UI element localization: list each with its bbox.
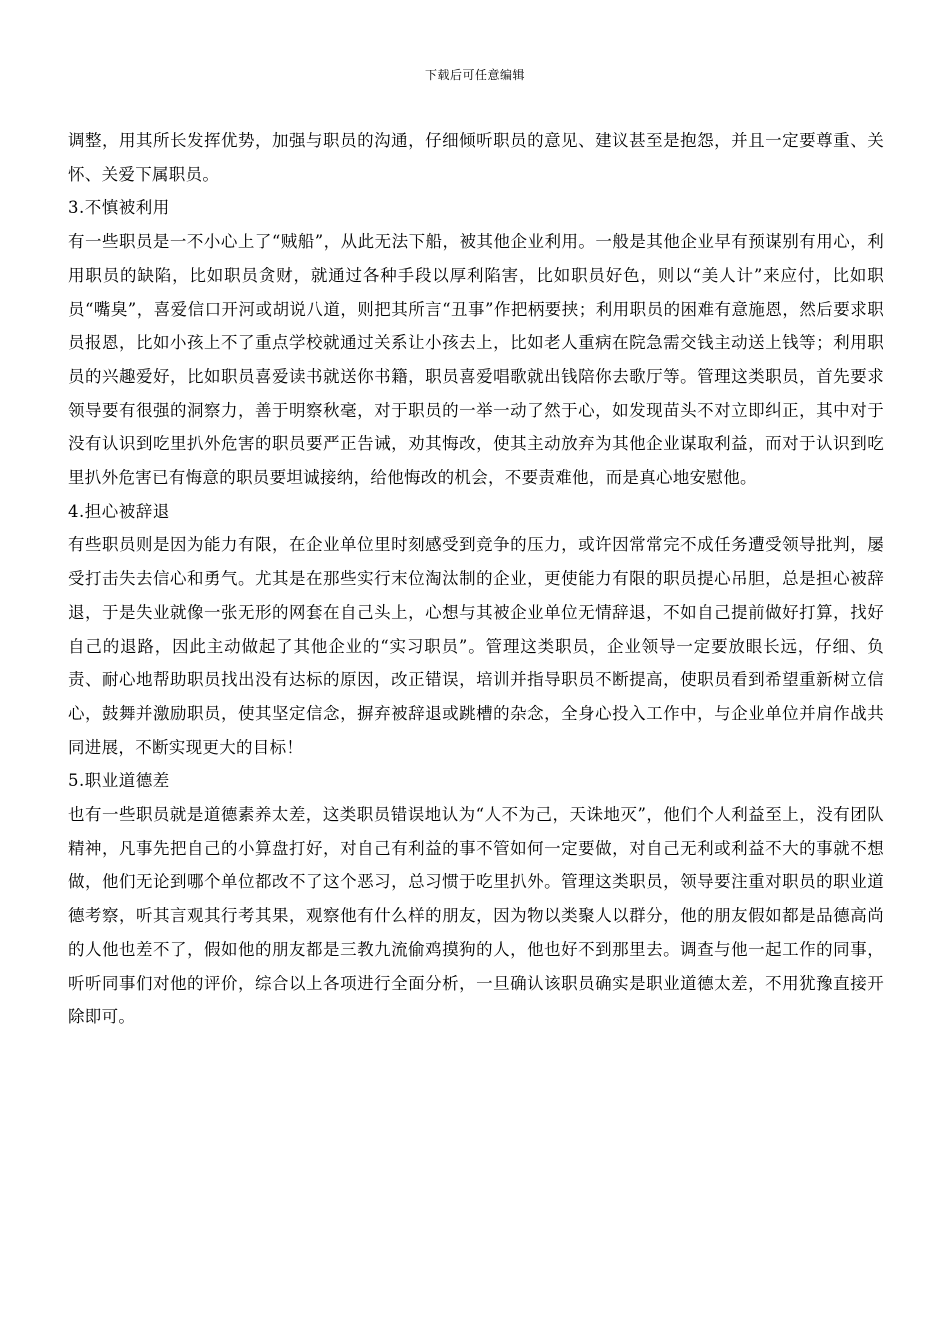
document-body: [68, 124, 884, 1034]
section-heading-4: 4.担心被辞退: [68, 501, 170, 521]
section-heading-3: 3.不慎被利用: [68, 198, 170, 218]
paragraph-intro: 调整，用其所长发挥优势，加强与职员的沟通，仔细倾听职员的意见、建议甚至是抱怨，并且一定要尊重、关怀、关爱下属职员。: [68, 131, 884, 184]
page-header: 下载后可任意编辑: [424, 68, 525, 82]
paragraph-section-4: 有些职员则是因为能力有限，在企业单位里时刻感受到竞争的压力，或许因常常完不成任务遭受领导批判，屡受打击失去信心和勇气。尤其是在那些实行末位淘汰制的企业，更使能力有限的职员提心吊胆，总是担心被辞退，于是失业就像一张无形的网套在自己头上，心想与其被企业单位无情辞退，不如自己提前做好打算，找好自己的退路，因此主动做起了其他企业的“实习职员”。管理这类职员，企业领导一定要放眼长远，仔细、负责、耐心地帮助职员找出没有达标的原因，改正错误，培训并指导职员不断提高，使职员看到希望重新树立信心，鼓舞并激励职员，使其坚定信念，摒弃被辞退或跳槽的杂念，全身心投入工作中，与企业单位并肩作战共同进展，不断实现更大的目标！: [68, 535, 884, 757]
paragraph-section-3: 有一些职员是一不小心上了“贼船”，从此无法下船，被其他企业利用。一般是其他企业早有预谋别有用心，利用职员的缺陷，比如职员贪财，就通过各种手段以厚利陷害，比如职员好色，则以“美人计”来应付，比如职员“嘴臭”，喜爱信口开河或胡说八道，则把其所言“丑事”作把柄要挟；利用职员的困难有意施恩，然后要求职员报恩，比如小孩上不了重点学校就通过关系让小孩去上，比如老人重病在院急需交钱主动送上钱等；利用职员的兴趣爱好，比如职员喜爱读书就送你书籍，职员喜爱唱歌就出钱陪你去歌厅等。管理这类职员，首先要求领导要有很强的洞察力，善于明察秋毫，对于职员的一举一动了然于心，如发现苗头不对立即纠正，其中对于没有认识到吃里扒外危害的职员要严正告诫，劝其悔改，使其主动放弃为其他企业谋取利益，而对于认识到吃里扒外危害已有悔意的职员要坦诚接纳，给他悔改的机会，不要责难他，而是真心地安慰他。: [68, 232, 884, 488]
section-heading-5: 5.职业道德差: [68, 771, 170, 791]
paragraph-section-5: 也有一些职员就是道德素养太差，这类职员错误地认为“人不为己，天诛地灭”，他们个人利益至上，没有团队精神，凡事先把自己的小算盘打好，对自己有利益的事不管如何一定要做，对自己无利或利益不大的事就不想做，他们无论到哪个单位都改不了这个恶习，总习惯于吃里扒外。管理这类职员，领导要注重对职员的职业道德考察，听其言观其行考其果，观察他有什么样的朋友，因为物以类聚人以群分，他的朋友假如都是品德高尚的人他也差不了，假如他的朋友都是三教九流偷鸡摸狗的人，他也好不到那里去。调查与他一起工作的同事，听听同事们对他的评价，综合以上各项进行全面分析，一旦确认该职员确实是职业道德太差，不用犹豫直接开除即可。: [68, 805, 884, 1027]
